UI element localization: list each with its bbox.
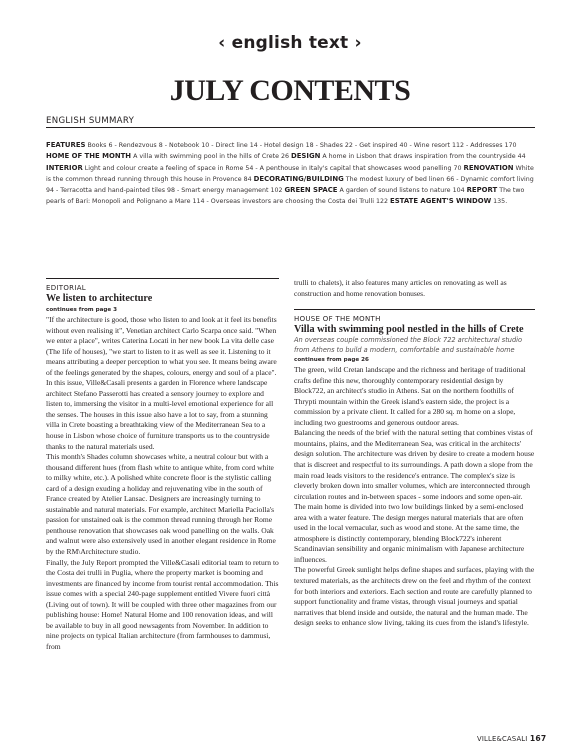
body-paragraph: Balancing the needs of the brief with the natural setting that combines vistas of mountains, plains, and the Mediterranean Sea, was critical in the architects' design solution. The architecture was driven by desire to create a modern house that is discreet and respectful to its surroundings. A path down a slope from the main road leads visitors to the residence's entrance. The complex's size is cleverly broken down into smaller volumes, which are interconnected through circulation routes and in-between spaces - some indoors and some open-air. The main home is divided into two low buildings linked by a semi-enclosed area with a water feature. The design merges natural materials that are often used in the local vernacular, such as wood and stone. At the same time, the atmosphere is distinctly contemporary, blending Block722's inherent Scandinavian sensibility and organic minimalism with Japanese architecture influences. — [294, 428, 535, 564]
editorial-column — [46, 278, 279, 653]
summary-heading: RENOVATION — [463, 163, 514, 172]
summary-entries: Light and colour create a feeling of space in Rome 54 - A penthouse in Italy's capital that showcases wood panelling 70 — [82, 164, 464, 172]
page-folio — [477, 734, 546, 743]
article-standfirst: An overseas couple commissioned the Block 722 architectural studio from Athens to build a modern, comfortable and sustainable home — [294, 336, 523, 354]
summary-label: ENGLISH SUMMARY — [46, 116, 135, 126]
summary-heading: GREEN SPACE — [284, 186, 338, 195]
summary-heading: REPORT — [466, 186, 498, 195]
continuation-note: continues from page 26 — [294, 357, 369, 364]
carry-over-text: trulli to chalets), it also features many articles on renovating as well as construction and home renovation bonuses. — [294, 278, 507, 298]
summary-index — [46, 140, 535, 208]
magazine-name: VILLE&CASALI — [477, 735, 528, 743]
summary-heading: INTERIOR — [46, 163, 83, 172]
summary-entries: A home in Lisbon that draws inspiration from the countryside 44 — [320, 153, 526, 161]
column-divider — [294, 309, 535, 310]
page-title: JULY CONTENTS — [169, 74, 411, 107]
section-tag: ‹ english text › — [218, 33, 362, 53]
continuation-note: continues from page 3 — [46, 307, 117, 313]
column-divider — [46, 278, 279, 279]
feature-column — [294, 278, 535, 629]
summary-heading: HOME OF THE MONTH — [46, 152, 132, 161]
summary-entries: Books 6 - Rendezvous 8 - Notebook 10 - Direct line 14 - Hotel design 18 - Shades 22 - Get inspired 40 - Wine resort 112 - Addresses 170 — [85, 142, 517, 149]
summary-entries: White is the common thread running through this house in Provence 84 — [46, 164, 534, 183]
section-kicker: HOUSE OF THE MONTH — [294, 315, 381, 324]
body-paragraph: This month's Shades column showcases white, a neutral colour but with a thousand different hues (from flash white to antique white, from cord white to milky white, etc.). A polished white concrete floor is the stylistic calling card of a design exuding a holiday and rejuvenating vibe in the south of France created by Atelier Lansac. Designers are increasingly turning to sustainable and natural materials. For example, architect Mariella Paciolla's passion for unstained oak is the common thread running through her Rome penthouse renovation that showcases oak wood panelling on the walls. Oak and walnut were also extensively used in another elegant residence in Rome by the RM\Architecture studio. — [46, 452, 276, 557]
summary-heading: FEATURES — [46, 141, 86, 149]
summary-heading: ESTATE AGENT'S WINDOW — [389, 197, 492, 206]
summary-entries: The two pearls of Bari: Monopoli and Polignano a Mare 114 - Overseas investors are choosing the Costa dei Trulli 122 — [46, 187, 525, 206]
page-number: 167 — [529, 734, 547, 743]
summary-entries: A garden of sound listens to nature 104 — [337, 187, 467, 195]
section-kicker: EDITORIAL — [46, 284, 86, 292]
summary-divider — [46, 127, 535, 128]
summary-heading: DECORATING/BUILDING — [253, 174, 344, 183]
summary-heading: DESIGN — [290, 152, 321, 161]
summary-entries: The modest luxury of bed linen 66 - Dynamic comfort living 94 - Terracotta and hand-painted tiles 98 - Smart energy management 102 — [46, 175, 534, 195]
summary-entries: 135. — [491, 198, 508, 206]
body-paragraph: The green, wild Cretan landscape and the richness and heritage of traditional crafts define this new, thoroughly contemporary residential design by Block722, an architect's studio in Athens. Sat on the northern foothills of Thrypti mountain within the Greek island's eastern side, the project is a commission by a private client. It called for a 280 sq. m home on a slope, including two guestrooms and generous outdoor areas. — [294, 365, 526, 427]
article-headline: We listen to architecture — [46, 293, 153, 304]
body-paragraph: "If the architecture is good, those who listen to and look at it feel its benefits without even realising it", Venetian architect Carlo Scarpa once said. "When we enter a place", writes Caterina Locati in her new book La vita delle case (The life of houses), "we start to listen to it as well as see it. Listening to it means attributing a deeper perception to what you see. It means being aware of the feelings generated by the shapes, colours, energy and soul of a place". In this issue, Ville&Casali presents a garden in Florence where landscape architect Stefano Passerotti has created a sensory journey to explore and listen to, immersing the visitor in a multi-level emotional experience for all the senses. The houses in this issue also have a lot to say, from a stunning villa in Crete boasting a breathtaking view of the Mediterranean Sea to a house in Lisbon whose choice of furniture transports us to the countryside thanks to the natural materials used. — [46, 315, 277, 451]
body-paragraph: Finally, the July Report prompted the Ville&Casali editorial team to return to the Costa dei trulli in Puglia, where the property market is booming and investments are financed by income from tourist rental accommodation. This issue comes with a special 240-page supplement entitled Vivere fuori città (Living out of town). It will be coupled with three other magazines from our publishing house: Home! Natural Home and 100 renovation ideas, and will be available to buy in all good newsagents from November. In addition to nine projects on typical Italian architecture (from farmhouses to dammusi, from — [46, 557, 279, 651]
body-paragraph: The powerful Greek sunlight helps define shapes and surfaces, playing with the textured materials, as the architects drew on the feel and rhythm of the context for both interiors and exteriors. Each section and route are carefully planned to support functionality and frame vistas, through visual journeys and spatial narratives that blend inside and outside, the natural and the human made. The design seeks to enhance slow living, taking its cues from the island's lifestyle. — [294, 565, 535, 628]
summary-entries: A villa with swimming pool in the hills of Crete 26 — [131, 153, 291, 161]
article-headline: Villa with swimming pool nestled in the hills of Crete — [294, 324, 524, 336]
